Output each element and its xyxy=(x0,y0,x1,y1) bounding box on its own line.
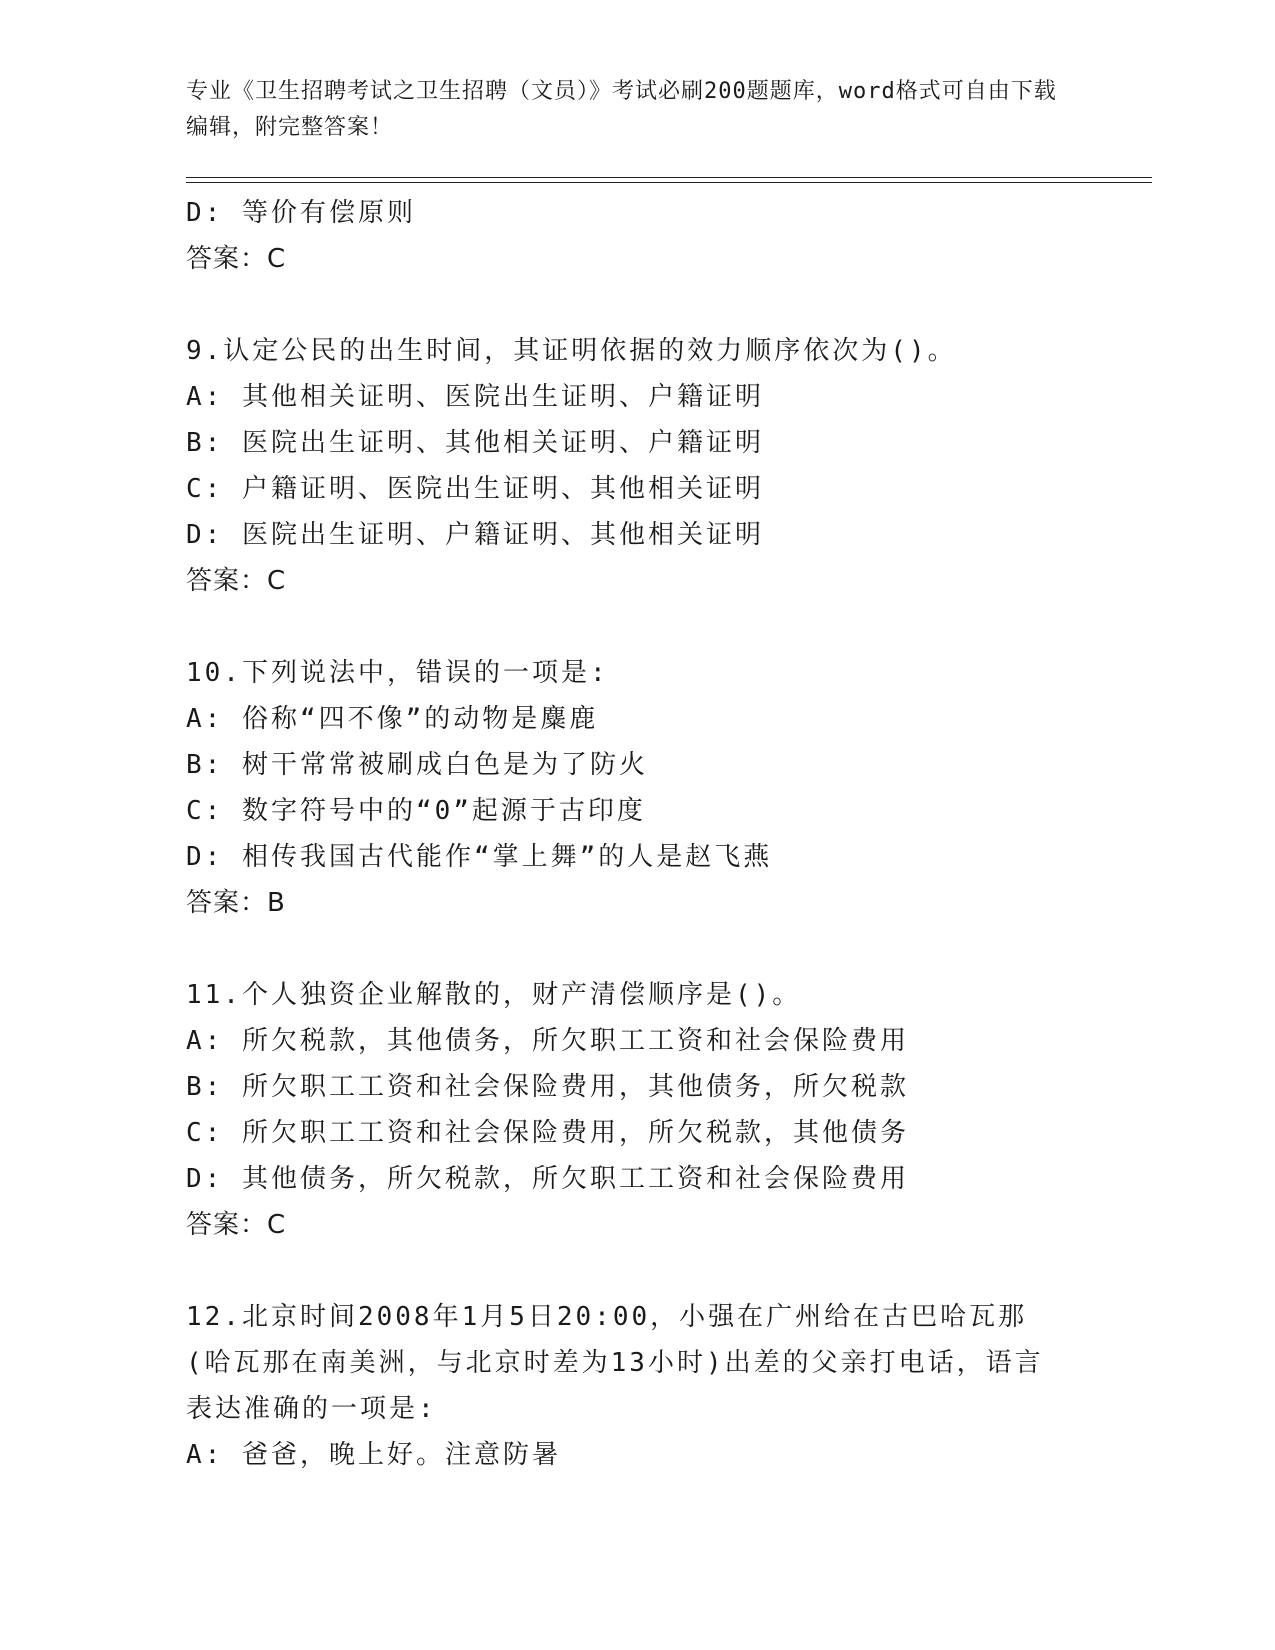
option-d: D: 等价有偿原则 xyxy=(186,198,416,228)
question-stem: 9.认定公民的出生时间，其证明依据的效力顺序依次为()。 xyxy=(186,336,957,366)
answer-line: 答案：C xyxy=(186,244,287,274)
spacer xyxy=(186,604,1066,650)
question-12 xyxy=(186,1294,1066,1478)
option-a: A: 其他相关证明、医院出生证明、户籍证明 xyxy=(186,382,764,412)
question-stem: 10.下列说法中，错误的一项是: xyxy=(186,658,609,688)
header-rule-top xyxy=(186,177,1152,178)
option-d: D: 其他债务，所欠税款，所欠职工工资和社会保险费用 xyxy=(186,1164,909,1194)
option-a: A: 俗称“四不像”的动物是麋鹿 xyxy=(186,704,599,734)
question-9 xyxy=(186,328,1066,604)
option-b: B: 所欠职工工资和社会保险费用，其他债务，所欠税款 xyxy=(186,1072,909,1102)
answer-line: 答案：B xyxy=(186,888,286,918)
answer-line: 答案：C xyxy=(186,1210,287,1240)
option-d: D: 医院出生证明、户籍证明、其他相关证明 xyxy=(186,520,764,550)
option-a: A: 所欠税款，其他债务，所欠职工工资和社会保险费用 xyxy=(186,1026,909,1056)
spacer xyxy=(186,926,1066,972)
option-c: C: 户籍证明、医院出生证明、其他相关证明 xyxy=(186,474,764,504)
spacer xyxy=(186,1248,1066,1294)
document-header: 专业《卫生招聘考试之卫生招聘（文员）》考试必刷200题题库，word格式可自由下载编辑，附完整答案！ xyxy=(186,79,1057,140)
option-b: B: 医院出生证明、其他相关证明、户籍证明 xyxy=(186,428,764,458)
option-c: C: 数字符号中的“0”起源于古印度 xyxy=(186,796,646,826)
question-stem: 11.个人独资企业解散的，财产清偿顺序是()。 xyxy=(186,980,802,1010)
header-rule-bottom xyxy=(186,182,1152,183)
question-10 xyxy=(186,650,1066,926)
option-c: C: 所欠职工工资和社会保险费用，所欠税款，其他债务 xyxy=(186,1118,909,1148)
question-content xyxy=(186,190,1066,1478)
option-d: D: 相传我国古代能作“掌上舞”的人是赵飞燕 xyxy=(186,842,773,872)
question-11 xyxy=(186,972,1066,1248)
option-a: A: 爸爸，晚上好。注意防暑 xyxy=(186,1440,561,1470)
spacer xyxy=(186,282,1066,328)
answer-line: 答案：C xyxy=(186,566,287,596)
question-stem: 12.北京时间2008年1月5日20:00，小强在广州给在古巴哈瓦那(哈瓦那在南美洲，与北京时差为13小时)出差的父亲打电话，语言表达准确的一项是: xyxy=(186,1302,1044,1424)
option-b: B: 树干常常被刷成白色是为了防火 xyxy=(186,750,648,780)
